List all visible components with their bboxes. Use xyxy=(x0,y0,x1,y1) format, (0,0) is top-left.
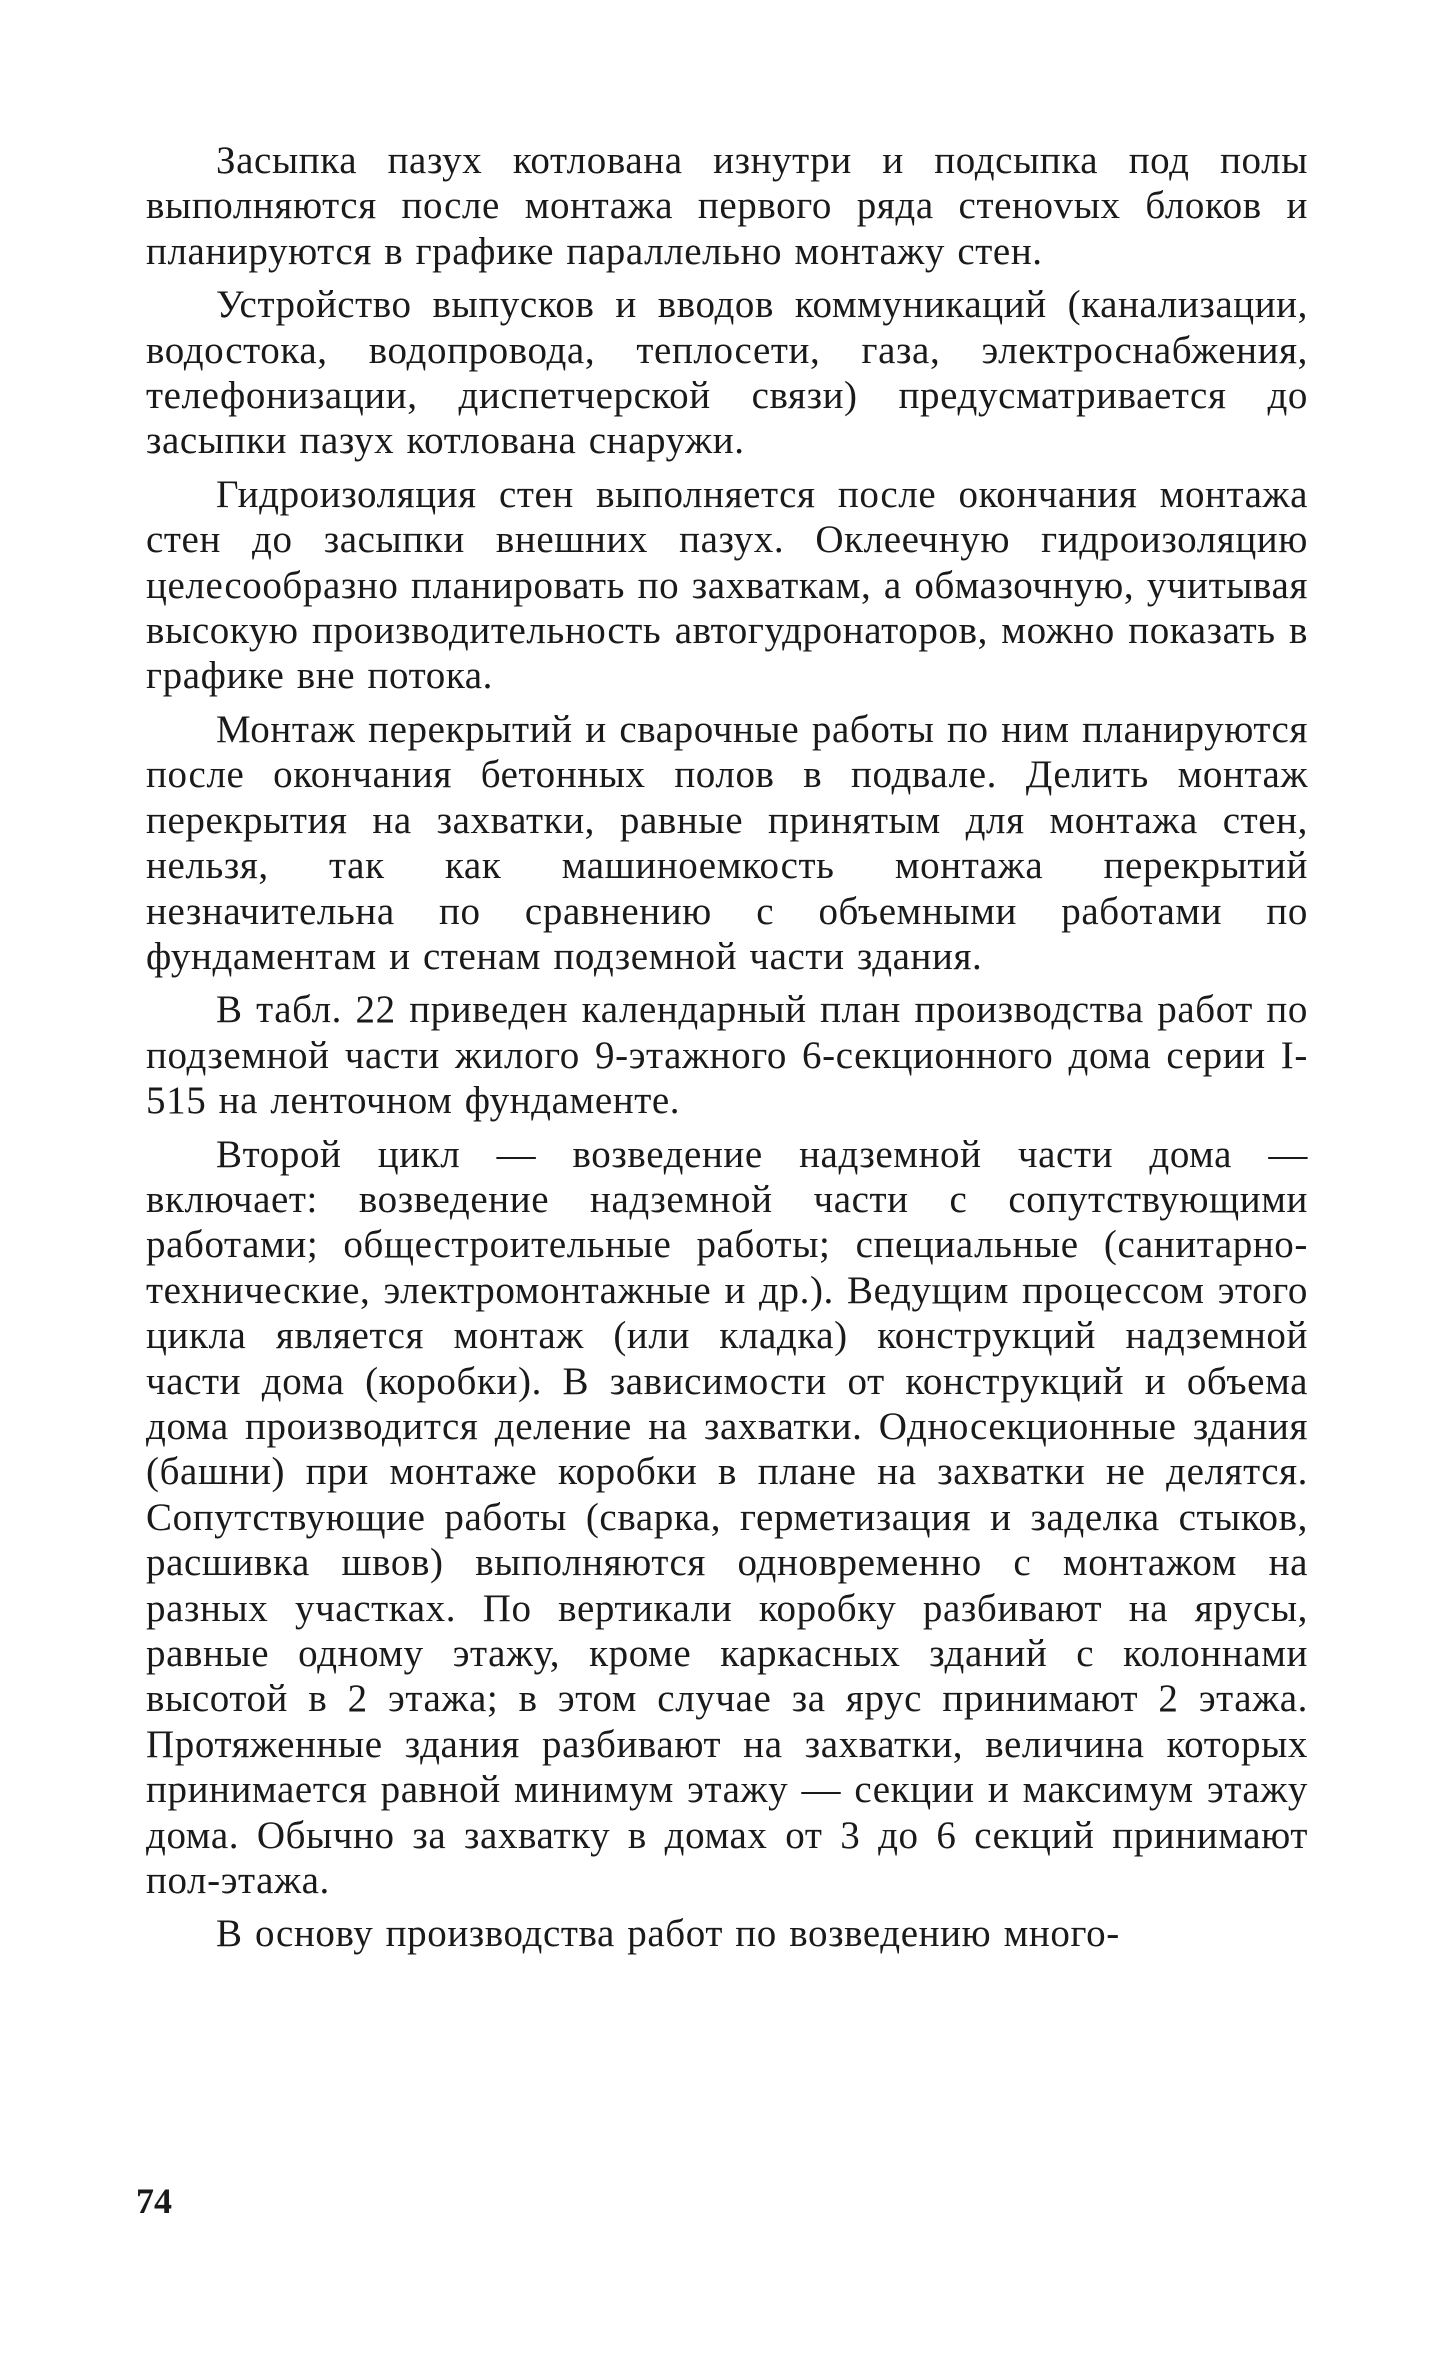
paragraph-table-reference: В табл. 22 приведен календарный план производства работ по подземной части жилого 9-этажного 6-секционного дома серии I-515 на ленточном фундаменте. xyxy=(146,988,1308,1123)
paragraph-utilities: Устройство выпусков и вводов коммуникаций (канализации, водостока, водопровода, теплосети, газа, электроснабжения, телефонизации, диспетчерской связи) предусматривается до засыпки пазух котлована снаружи. xyxy=(146,283,1308,463)
paragraph-basis: В основу производства работ по возведению много- xyxy=(216,1912,1120,1956)
paragraph-backfill: Засыпка пазух котлована изнутри и подсыпка под полы выполняются после монтажа первого ряда стеноvых блоков и планируются в графике параллельно монтажу стен. xyxy=(146,139,1308,273)
body-text xyxy=(146,138,1308,1965)
paragraph-second-cycle: Второй цикл — возведение надземной части дома — включает: возведение надземной части с сопутствующими работами; общестроительные работы; специальные (санитарно-технические, электромонтажные и др.). Ведущим процессом этого цикла является монтаж (или кладка) конструкций надземной части дома (коробки). В зависимости от конструкций и объема дома производится деление на захватки. Односекционные здания (башни) при монтаже коробки в плане на захватки не делятся. Сопутствующие работы (сварка, герметизация и заделка стыков, расшивка швов) выполняются одновременно с монтажом на разных участках. По вертикали коробку разбивают на ярусы, равные одному этажу, кроме каркасных зданий с колоннами высотой в 2 этажа; в этом случае за ярус принимают 2 этажа. Протяженные здания разбивают на захватки, величина которых принимается равной минимум этажу — секции и максимум этажу дома. Обычно за захватку в домах от 3 до 6 секций принимают пол-этажа. xyxy=(146,1132,1308,1903)
page-number: 74 xyxy=(136,2181,172,2221)
paragraph-floor-slabs: Монтаж перекрытий и сварочные работы по ним планируются после окончания бетонных полов в подвале. Делить монтаж перекрытия на захватки, равные принятым для монтажа стен, нельзя, так как машиноемкость монтажа перекрытий незначительна по сравнению с объемными работами по фундаментам и стенам подземной части здания. xyxy=(146,707,1308,978)
paragraph-waterproofing: Гидроизоляция стен выполняется после окончания монтажа стен до засыпки внешних пазух. Оклеечную гидроизоляцию целесообразно планировать по захваткам, а обмазочную, учитывая высокую производительность автогудронаторов, можно показать в графике вне потока. xyxy=(146,472,1308,698)
